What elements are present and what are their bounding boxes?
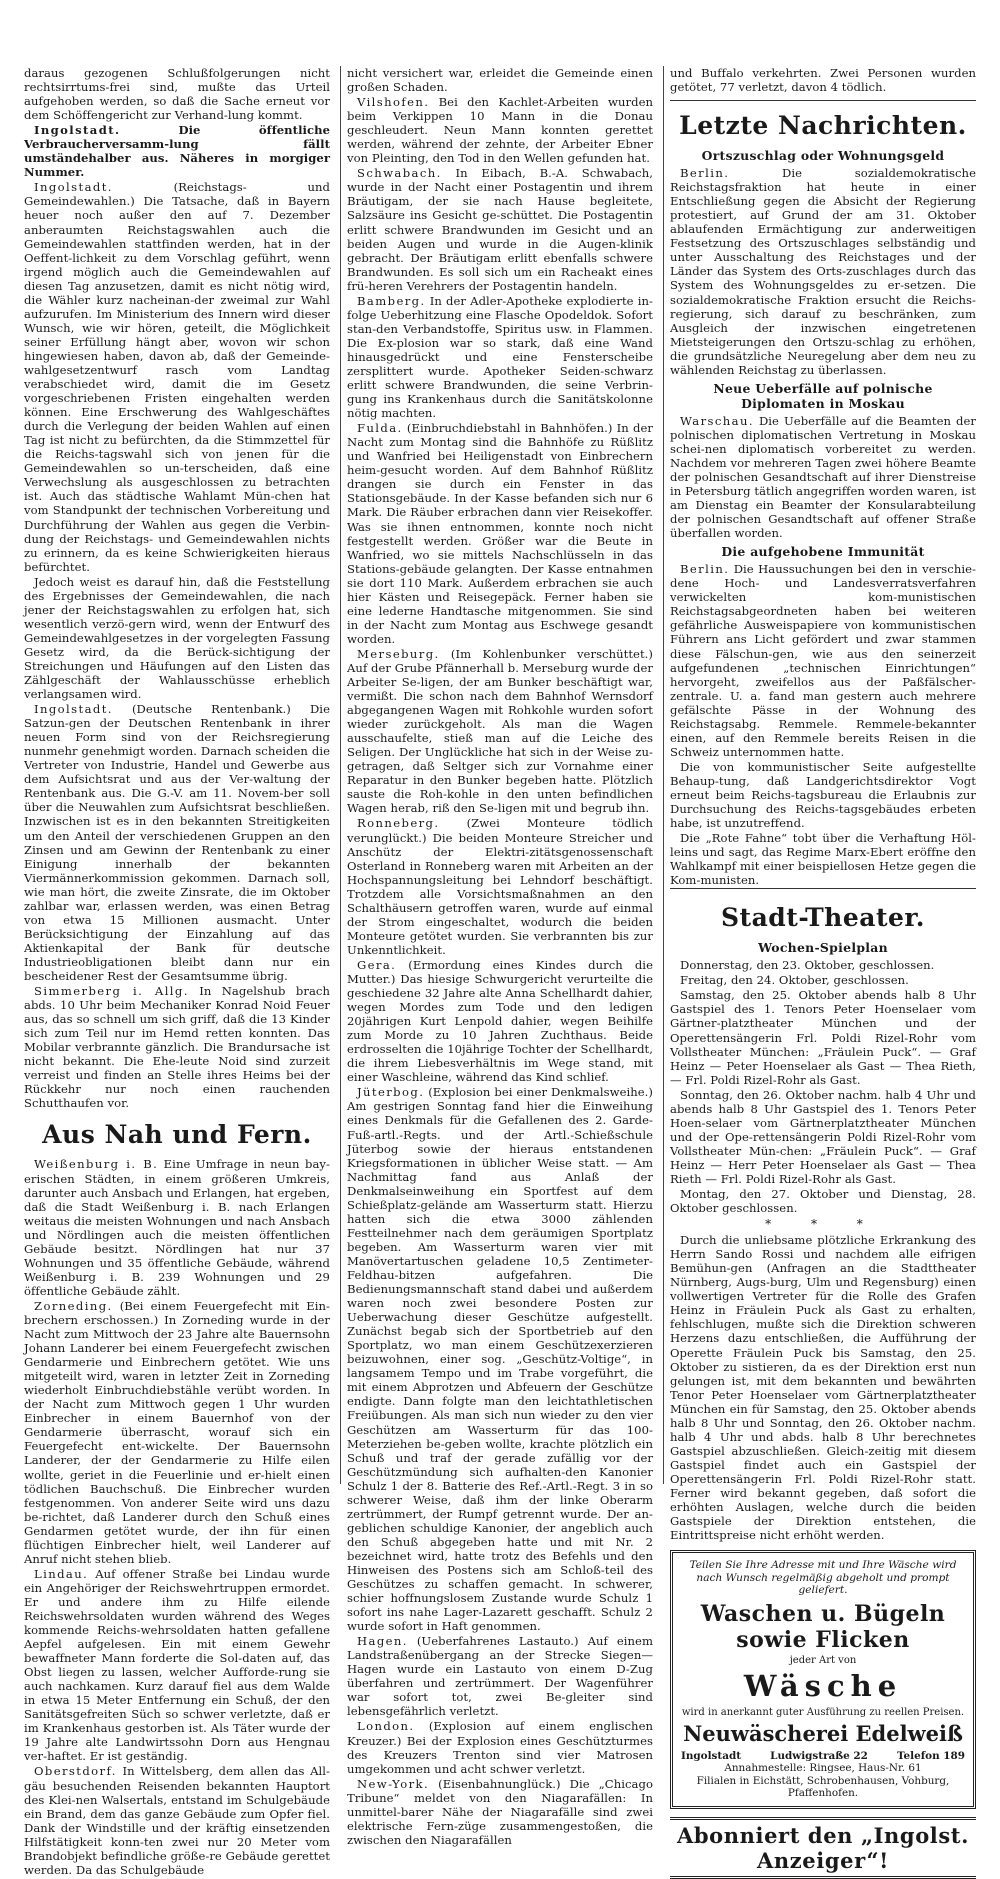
article-paragraph — [24, 1764, 330, 1876]
subheading: Die aufgehobene Immunität — [721, 544, 925, 560]
dateline: Zorneding. — [34, 1298, 113, 1313]
article-text: Die Haussuchungen bei den in verschie-dene Hoch- und Landesverratsverfahren verwickelten kom-munistischen Reichstagsabgeordneten haben bei weiteren gefährliche Ausweispapiere von kommunistischen Führern ans Licht gefördert und zwar stammen diese Fälschun-gen, wie aus den seinerzeit aufgefundenen „technischen Einrichtungen“ hervorgeht, zweifellos aus der Paßfälscher-zentrale. U. a. fand man gestern auch mehrere gefälschte Pässe in der Wohnung des Reichstagsabg. Remmele. Remmele-bekannter einen, auf den Remmele bereits Reisen in die Schweiz unternommen hatte. — [670, 562, 976, 759]
theater-section — [670, 888, 976, 1542]
dateline: London. — [357, 1719, 415, 1734]
article-paragraph: Durch die unliebsame plötzliche Erkrankung des Herrn Sando Rossi und nachdem alle eifrigen Bemühun-gen (Anfragen an die Stadttheater Nürnberg, Augs-burg, Ulm und Regensburg) einen vollwertigen Vertreter für die Rolle des Grafen Heinz in Fräulein Puck als Gast zu erhalten, fehlschlugen, mußte sich die Direktion schweren Herzens dazu entschließen, die Aufführung der Operette Fräulein Puck bis Samstag, den 25. Oktober zu sistieren, da es der Direktion erst nun gelungen ist, mit dem bekannten und bewährten Tenor Peter Hoenselaer vom Gärtnerplatztheater München ein für Samstag, den 25. Oktober abends halb 8 Uhr und Sonntag, den 26. Oktober nachm. halb 4 Uhr und abds. halb 8 Uhr berechnetes Gastspiel abzuschließen. Gleich-zeitig mit diesem Gastspiel findet auch ein Gastspiel der Operettensängerin Frl. Poldi Rizel-Rohr statt. Ferner wird bekannt gegeben, daß sofort die erhöhten Auslagen, welche durch die beiden Gastspiele der Direktion entstehen, die Eintrittspreise nicht erhöht werden. — [670, 1233, 976, 1543]
article-text: (Ermordung eines Kindes durch die Mutter.) Das hiesige Schwurgericht verurteilte die geschiedene 32 Jahre alte Anna Schellhardt dahier, wegen Mordes zum Tode und den ledigen 20jährigen Kurt Lenpold dahier, wegen Beihilfe zum Morde zu 10 Jahren Zuchthaus. Beide erdrosselten die 10jährige Tochter der Schellhardt, die ihrem Liebesverhältnis im Wege stand, mit einer Waschleine, während das Kind schlief. — [347, 957, 653, 1085]
subscribe-banner: Abonniert den „Ingolst. Anzeiger“! — [670, 1817, 976, 1879]
article-paragraph — [670, 562, 976, 759]
article-text: (Zwei Monteure tödlich verunglückt.) Die beiden Monteure Streicher und Anschütz der Elektri-zitätsgenossenschaft Osterland in Ronneberg waren mit Arbeiten an der Hochspannungsleitung bei Lehndorf beschäftigt. Trotzdem alle Vorsichtsmaßnahmen an den Schalthäusern getroffen waren, wurde auf einmal der Strom eingeschaltet, wodurch die beiden Monteure getötet wurden. Sie verbrannten bis zur Unkenntlichkeit. — [347, 816, 653, 957]
article-text: In Eibach, B.-A. Schwabach, wurde in der Nacht einer Postagentin und ihrem Bräutigam, der sie nach Hause begleitete, Salzsäure ins Gesicht ge-schüttet. Die Postagentin erlitt schwere Brandwunden im Gesicht und an beiden Augen und wurde in die Augen-klinik gebracht. Der Bräutigam erlitt ebenfalls schwere Brandwunden. Es soll sich um ein Racheakt eines frü-heren Verehrers der Postagentin handeln. — [347, 166, 653, 293]
article-text: In Nagelshub brach abds. 10 Uhr beim Mechaniker Konrad Noid Feuer aus, das so schnell um sich griff, daß die 13 Kinder sich zum Teil nur im Hemd retten konnten. Das Mobilar verbrannte gänzlich. Die Brandursache ist nicht bekannt. Die Ehe-leute Noid sind zurzeit verreist und finden an Stelle ihres Heims bei der Rückkehr nur noch einen rauchenden Schutthaufen vor. — [24, 984, 330, 1111]
dateline: Vilshofen. — [357, 95, 430, 110]
article-paragraph — [347, 421, 653, 646]
article-paragraph — [347, 1777, 653, 1847]
article-text: (Im Kohlenbunker verschüttet.) Auf der Grube Pfännerhall b. Merseburg wurde der Arbeiter Se-ligen, der am Bunker beschäftigt war, vermißt. Die schon nach dem Bahnhof Wernsdorf abgegangenen Wagen mit Rohkohle wurden sofort wieder zurückgeholt. Als man die Wagen ausschaufelte, stieß man auf die Leiche des Seligen. Der Unglückliche hat sich in der Weise zu-getragen, daß Seltger sich zur Vornahme einer Reparatur in den Bunker begeben hatte. Plötzlich sauste die Roh-kohle in den unten befindlichen Wagen herab, riß den Se-ligen mit und begrub ihn. — [347, 646, 653, 816]
article-paragraph — [24, 1157, 330, 1297]
column-1 — [24, 66, 330, 1877]
article-paragraph — [24, 702, 330, 983]
dateline: Ingolstadt. — [34, 702, 113, 717]
ad-waesche: Wäsche — [743, 1668, 903, 1703]
article-text: Die Ueberfälle auf die Beamten der polnischen diplomatischen Vertretung in Moskau schei-nen diplomatisch vorbereitet zu werden. Nachdem vor mehreren Tagen zwei höhere Beamte der polnischen Gesandtschaft auf ihrer Dienstreise in Petersburg tätlich angegriffen worden waren, ist am Dienstag ein Beamter der Konsularabteilung der polnischen Gesandtschaft auf offener Straße überfallen worden. — [670, 413, 976, 541]
article-text: (Deutsche Rentenbank.) Die Satzun-gen der Deutschen Rentenbank in ihrer neuen Form sind von der Reichsregierung nunmehr genehmigt worden. Darnach scheiden die Vertreter von Industrie, Handel und Gewerbe aus dem Aufsichtsrat und aus der Ver-waltung der Rentenbank aus. Die G.-V. am 11. Novem-ber soll über die Neuwahlen zum Aufsichtsrat beschließen. Inzwischen ist es in den bekannten Streitigkeiten um den Anteil der verschiedenen Gruppen an den Zinsen und am Gewinn der Rentenbank zu einer Einigung innerhalb der bekannten Viermännerkommission gekommen. Darnach soll, wie man hört, die zweite Zinsrate, die im Oktober zahlbar war, erlassen werden, was einen Betrag von etwa 15 Millionen ausmacht. Unter Berücksichtigung der Einzahlung auf das Aktienkapital der Bank für deutsche Industrieobligationen bleibt dann nur ein bescheidener Rest der Gesamtsumme übrig. — [24, 702, 330, 983]
article-paragraph — [24, 1299, 330, 1566]
asterism: * * * — [765, 1217, 881, 1232]
article-text: (Reichstags- und Gemeindewahlen.) Die Tatsache, daß in Bayern heuer noch außer den auf 7. Dezember anberaumten Reichstagswahlen auch die Gemeindewahlen stattfinden werden, hat in der Oeffent-lichkeit zu dem Vorschlag geführt, wenn irgend möglich auch die Gemeindewahlen auf diesen Tag anzusetzen, damit es nicht nötig wird, die Wähler kurz nacheinan-der zweimal zur Wahl aufzurufen. Im Ministerium des Innern wird dieser Wunsch, wie wir hören, geteilt, die Möglichkeit seiner Erfüllung hängt aber, wovon wir schon hingewiesen haben, davon ab, daß der Gemeinde-wahlgesetzentwurf rasch vom Landtag verabschiedet wird, damit die im Gesetz vorgeschriebenen Fristen eingehalten werden können. Eine Erschwerung des Wahlgeschäftes durch die Verlegung der beiden Wahlen auf einen Tag ist nicht zu befürchten, da die Stimmzettel für die Reichs-tagswahl sich von jenen für die Gemeindewahlen so un-terscheiden, daß eine Verwechslung als ausgeschlossen zu betrachten ist. Auch das städtische Wahlamt Mün-chen hat vom Standpunkt der technischen Vorbereitung und Durchführung der Wahlen aus gegen die Verbin-dung der Reichstags- und Gemeindewahlen nichts zu erinnern, da es keine Schwierigkeiten hieraus befürchtet. — [24, 180, 330, 574]
laundry-advertisement — [670, 1550, 976, 1809]
article-paragraph — [24, 123, 330, 179]
ad-headline: Waschen u. Bügeln sowie Flicken — [700, 1600, 946, 1653]
article-paragraph: nicht versichert war, erleidet die Gemeinde einen großen Schaden. — [347, 66, 653, 95]
article-text: Die öffentliche Verbraucherversamm-lung fällt umständehalber aus. Näheres in morgiger Nummer. — [24, 123, 330, 180]
dateline: Ingolstadt. — [34, 123, 121, 138]
article-paragraph — [24, 180, 330, 573]
dateline: Berlin. — [680, 562, 730, 577]
ad-street: Ludwigstraße 22 — [770, 1749, 868, 1762]
dateline: Simmerberg i. Allg. — [34, 984, 189, 999]
article-paragraph: Die von kommunistischer Seite aufgestellte Behaup-tung, daß Landgerichtsdirektor Vogt erneut beim Reichs-tagsbureau die Erlaubnis zur Durchsuchung des Reichs-tagsgebäudes erbeten habe, ist unzutreffend. — [670, 759, 976, 831]
article-paragraph — [347, 647, 653, 816]
subheading: Ortszuschlag oder Wohnungsgeld — [701, 148, 945, 164]
article-text: In der Adler-Apotheke explodierte in-folge Ueberhitzung eine Flasche Opodeldok. Sofort stan-den Verbandstoffe, Spiritus usw. in Flammen. Die Ex-plosion war so stark, daß eine Wand hinausgedrückt und eine Fensterscheibe zersplittert wurde. Apotheker Seiden-schwarz erlitt schwere Brandwunden, die seine Verbrin-gung ins Krankenhaus durch die Sanitätskolonne nötig machten. — [347, 293, 653, 421]
article-text: Eine Umfrage in neun bay-erischen Städten, in einem größeren Umkreis, darunter auch Ansbach und Erlangen, hat ergeben, daß die Stadt Weißenburg i. B. nach Erlangen weitaus die meisten Wohnungen und nach Ansbach und Nördlingen auch die meisten öffentlichen Gebäude besitzt. Nördlingen hat nur 37 Wohnungen und 35 öffentliche Gebäude, während Weißenburg i. B. 239 Wohnungen und 29 öffentliche Gebäude zählt. — [24, 1157, 330, 1298]
dateline: Warschau. — [680, 413, 754, 428]
dateline: Weißenburg i. B. — [34, 1157, 159, 1172]
article-text: (Explosion auf einem englischen Kreuzer.) Bei der Explosion eines Geschützturmes des Kreuzers Trenton sind vier Matrosen umgekommen und acht schwer verletzt. — [347, 1719, 653, 1776]
dateline: Berlin. — [680, 166, 730, 181]
ad-guarantee: wird in anerkannt guter Ausführung zu reellen Preisen. — [681, 1706, 965, 1718]
columns — [24, 66, 976, 1877]
ad-annahme: Annahmestelle: Ringsee, Haus-Nr. 61 — [724, 1761, 922, 1774]
divider — [670, 100, 976, 101]
article-text: (Eisenbahnunglück.) Die „Chicago Tribune“ meldet von den Niagarafällen: In unmittel-barer Nähe der Niagarafälle sind zwei elektrische Fern-züge zusammengestoßen, die zwischen den Niagarafällen — [347, 1776, 653, 1847]
ad-phone: Telefon 189 — [897, 1749, 965, 1762]
dateline: Ronneberg. — [357, 816, 440, 831]
dateline: Merseburg. — [357, 646, 440, 661]
ad-city: Ingolstadt — [681, 1749, 742, 1762]
dateline: Schwabach. — [357, 166, 442, 181]
dateline: Jüterbog. — [357, 1085, 425, 1100]
article-paragraph — [347, 816, 653, 956]
column-2 — [340, 66, 653, 1847]
dateline: Ingolstadt. — [34, 180, 113, 195]
schedule-entry: Donnerstag, den 23. Oktober, geschlossen. — [680, 958, 935, 973]
ad-intro: Teilen Sie Ihre Adresse mit und Ihre Wäsche wird nach Wunsch regelmäßig abgeholt und prompt geliefert. — [689, 1559, 957, 1597]
section-heading: Stadt-Theater. — [721, 903, 925, 933]
article-paragraph: daraus gezogenen Schlußfolgerungen nicht rechtsirrtums-frei sind, mußte das Urteil aufgehoben werden, so daß die Sache erneut vor dem Schöffengericht zur Verhand-lung kommt. — [24, 66, 330, 123]
article-paragraph — [347, 1719, 653, 1775]
article-text: Die sozialdemokratische Reichstagsfraktion hat heute in einer Entschließung gegen die Absicht der Regierung protestiert, auf Grund der am 31. Oktober ablaufenden Ermächtigung zur anderweitigen Festsetzung des Ortszuschlages selbständig und unter Ausschaltung des Reichstages und der Länder das System des Orts-zuschlages durch das System des Wohnungsgeldes zu er-setzen. Die sozialdemokratische Fraktion ersucht die Reichs-regierung, sich darauf zu beschränken, zum Ausgleich der inzwischen eingetretenen Mietsteigerungen den Ortszu-schlag zu erhöhen, die grundsätzliche Neuregelung aber dem neu zu wählenden Reichstag zu überlassen. — [670, 166, 976, 377]
column-3 — [663, 66, 976, 1873]
article-text: In Wittelsberg, dem allen das All-gäu besuchenden Reisenden bekannten Hauptort des Klei-nen Walsertals, entstand im Schulgebäude ein Brand, dem das ganze Gebäude zum Opfer fiel. Dank der Windstille und der kräftig einsetzenden Hilfstätigkeit konn-ten zwei nur 20 Meter vom Brandobjekt befindliche größe-re Gebäude gerettet werden. Da das Schulgebäude — [24, 1764, 330, 1877]
section-heading: Letzte Nachrichten. — [679, 111, 967, 141]
article-paragraph — [347, 294, 653, 420]
schedule-entry: Sonntag, den 26. Oktober nachm. halb 4 Uhr und abends halb 8 Uhr Gastspiel des 1. Tenors Peter Hoen-selaer vom Gärtnerplatztheater München und der Ope-rettensängerin Poldi Rizel-Rohr vom Vollstheater Mün-chen: „Fräulein Puck“. — Graf Heinz — Herr Peter Hoenselaer als Gast — Thea Rieth — Frl. Poldi Rizel-Rohr als Gast. — [670, 1087, 976, 1186]
dateline: Lindau. — [34, 1566, 89, 1581]
article-paragraph — [670, 414, 976, 540]
schedule-entry: Freitag, den 24. Oktober, geschlossen. — [680, 973, 909, 988]
ad-filialen: Filialen in Eichstätt, Schrobenhausen, Vohburg, Pfaffenhofen. — [696, 1774, 950, 1800]
article-text: Auf offener Straße bei Lindau wurde ein Angehöriger der Reichswehrtruppen ermordet. Er und andere ihm zu Hilfe eilende Reichswehrsoldaten wurden während des Weges kommende Reichs-wehrsoldaten hatten gefallene Aepfel aufgelesen. Ein mit einem Gewehr bewaffneter Mann forderte die Sol-daten auf, das Obst liegen zu lassen, welcher Aufforde-rung sie auch nachkamen. Kurz darauf fiel aus dem Walde in etwa 15 Meter Entfernung ein Schuß, der den Sanitätsgefreiten Süch so schwer verletzte, daß er im Krankenhaus gestorben ist. Als Täter wurde der 19 Jahre alte Landwirtssohn Dorn aus Hengnau ver-haftet. Er ist geständig. — [24, 1566, 330, 1764]
article-text: Bei den Kachlet-Arbeiten wurden beim Verkippen 10 Mann in die Donau geschleudert. Neun Mann konnten gerettet werden, während der zehnte, der Arbeiter Ebner von Pleinting, den Tod in den Wellen gefunden hat. — [347, 95, 653, 166]
dateline: Fulda. — [357, 421, 403, 436]
article-paragraph: und Buffalo verkehrten. Zwei Personen wurden getötet, 77 verletzt, davon 4 tödlich. — [670, 66, 976, 95]
schedule-entry: Samstag, den 25. Oktober abends halb 8 Uhr Gastspiel des 1. Tenors Peter Hoenselaer vom Gärtner-platztheater München und der Operettensängerin Frl. Poldi Rizel-Rohr vom Vollstheater München: „Fräulein Puck“. — Graf Heinz — Peter Hoenselaer als Gast — Thea Rieth, — Frl. Poldi Rizel-Rohr als Gast. — [670, 988, 976, 1087]
dateline: Bamberg. — [357, 293, 426, 308]
article-paragraph: Jedoch weist es darauf hin, daß die Feststellung des Ergebnisses der Gemeindewahlen, die nach jener der Reichstagswahlen zu erfolgen hat, sich wesentlich verzö-gern wird, wenn der Entwurf des Gemeindewahlgesetzes in der vorgelegten Fassung Gesetz wird, da die Berück-sichtigung der Streichungen und Häufungen auf den Listen das Zählgeschäft der Wahlausschüsse erheblich verlangsamen wird. — [24, 574, 330, 702]
article-paragraph — [24, 1567, 330, 1764]
article-text: (Explosion bei einer Denkmalsweihe.) Am gestrigen Sonntag fand hier die Einweihung eines Denkmals für die Gefallenen des 2. Garde-Fuß-artl.-Regts. und der Artl.-Schießschule Jüterbog sowie der hieraus entstandenen Kriegsformationen in üblicher Weise statt. — Am Nachmittag fand aus Anlaß der Denkmalseinweihung ein Sportfest auf dem Schießplatz-gelände am Wasserturm statt. Hierzu hatten sich die etwa 3000 zählenden Festteilnehmer nach dem geräumigen Sportplatz begeben. Am Wasserturm waren vier mit Manövertartuschen geladene 10,5 Zentimeter-Feldhau-bitzen aufgefahren. Die Bedienungsmannschaft stand dabei und außerdem waren noch zwei besondere Posten zur Ueberwachung dieser Geschütze aufgestellt. Zunächst begab sich der Sportbetrieb auf den Sportplatz, wo man einem Geschützexerzieren beizuwohnen, einer sog. „Geschütz-Voltige“, in langsamem Tempo und im Trabe vorgeführt, die mit einem Abprotzen und Abfeuern der Geschütze endigte. Dann folgte man den leichtathletischen Freiübungen. Als man sich nun wieder zu den vier Geschützen am Wasserturm für das 100-Meterziehen be-geben wollte, krachte plötzlich ein Schuß und traf der gerade zufällig vor der Geschützmündung sich aufhalten-den Kanonier Schulz 1 der 8. Batterie des Ref.-Artl.-Regt. 3 in so schwerer Weise, daß ihm der linke Oberarm zertrümmert, der Rumpf getrennt wurde. Der an-geblichen schuldige Kanonier, der angeblich auch den Schuß abgegeben hatte und mit Nr. 2 bezeichnet wird, hatte trotz des Befehls und den Hinweisen des Postens sich am Schloß-teil des Geschützes zu schaffen gemacht. In schwerer, schier hoffnungslosem Zustande wurde Schulz 1 sofort ins nahe Lager-Lazarett geschafft. Schulz 2 wurde sofort in Haft genommen. — [347, 1085, 653, 1634]
subheading: Neue Ueberfälle auf polnische Diplomaten in Moskau — [713, 380, 933, 411]
ad-brand: Neuwäscherei Edelweiß — [683, 1720, 963, 1746]
article-paragraph — [347, 958, 653, 1084]
article-paragraph: Die „Rote Fahne“ tobt über die Verhaftung Höl-leins und sagt, das Regime Marx-Ebert eröffne den Wahlkampf mit einer beispiellosen Hetze gegen die Kom-munisten. — [670, 831, 976, 888]
ad-jeder-art: jeder Art von — [789, 1654, 857, 1666]
article-paragraph — [347, 1085, 653, 1633]
dateline: Oberstdorf. — [34, 1764, 117, 1779]
section-heading: Aus Nah und Fern. — [42, 1120, 312, 1150]
article-paragraph — [24, 984, 330, 1110]
schedule-entry: Montag, den 27. Oktober und Dienstag, 28. Oktober geschlossen. — [670, 1187, 976, 1216]
article-text: (Ueberfahrenes Lastauto.) Auf einem Landstraßenübergang an der Strecke Siegen—Hagen wurde ein Lastauto von einem D-Zug überfahren und zertrümmert. Der Wagenführer war sofort tot, zwei Be-gleiter sind lebensgefährlich verletzt. — [347, 1634, 653, 1719]
ad-address-row — [681, 1750, 965, 1762]
dateline: Gera. — [357, 957, 397, 972]
dateline: New-York. — [357, 1776, 430, 1791]
article-paragraph — [347, 166, 653, 292]
article-text: (Einbruchdiebstahl in Bahnhöfen.) In der Nacht zum Montag sind die Bahnhöfe zu Rüßlitz und Wanfried bei Heiligenstadt von Einbrechern heim-gesucht worden. Auf dem Bahnhof Rüßlitz drangen sie durch ein Fenster in das Stationsgebäude. In der Kasse befanden sich nur 6 Mark. Die Räuber erbrachen dann vier Reisekoffer. Was sie ihnen entnommen, konnte noch nicht festgestellt werden. Größer war die Beute in Wanfried, wo sie mittels Nachschlüsseln in das Stations-gebäude gelangten. Der Kasse entnahmen sie dort 110 Mark. Außerdem erbrachen sie auch hier Kästen und Reisegepäck. Ferner haben sie eine lederne Handtasche mitgenommen. Sie sind in der Nacht zum Montag aus Eschwege gesandt worden. — [347, 421, 653, 646]
article-paragraph — [670, 166, 976, 377]
dateline: Hagen. — [357, 1634, 408, 1649]
article-text: (Bei einem Feuergefecht mit Ein-brechern erschossen.) In Zorneding wurde in der Nacht zum Mittwoch der 23 Jahre alte Bauernsohn Johann Landerer bei einem Feuergefecht zwischen Gendarmerie und Einbrechern getötet. Wie uns mitgeteilt wird, waren in letzter Zeit in Zorneding wiederholt Einbruchdiebstähle verübt worden. In der Nacht zum Mittwoch gegen 1 Uhr wurden Einbrecher in einem Bauernhof von der Gendarmerie überrascht, worauf sich ein Feuergefecht ent-wickelte. Der Bauernsohn Landerer, der der Gendarmerie zu Hilfe eilen wollte, geriet in die Feuerlinie und er-hielt einen tödlichen Bauchschuß. Die Einbrecher wurden festgenommen. Von anderer Seite wird uns dazu be-richtet, daß Landerer durch den Schuß eines Gendarmen getötet wurde, der ihn für einen flüchtigen Einbrecher hielt, weil Landerer auf Anruf nicht stehen blieb. — [24, 1298, 330, 1566]
article-paragraph — [347, 1634, 653, 1718]
article-paragraph — [347, 95, 653, 165]
subheading: Wochen-Spielplan — [758, 940, 888, 956]
